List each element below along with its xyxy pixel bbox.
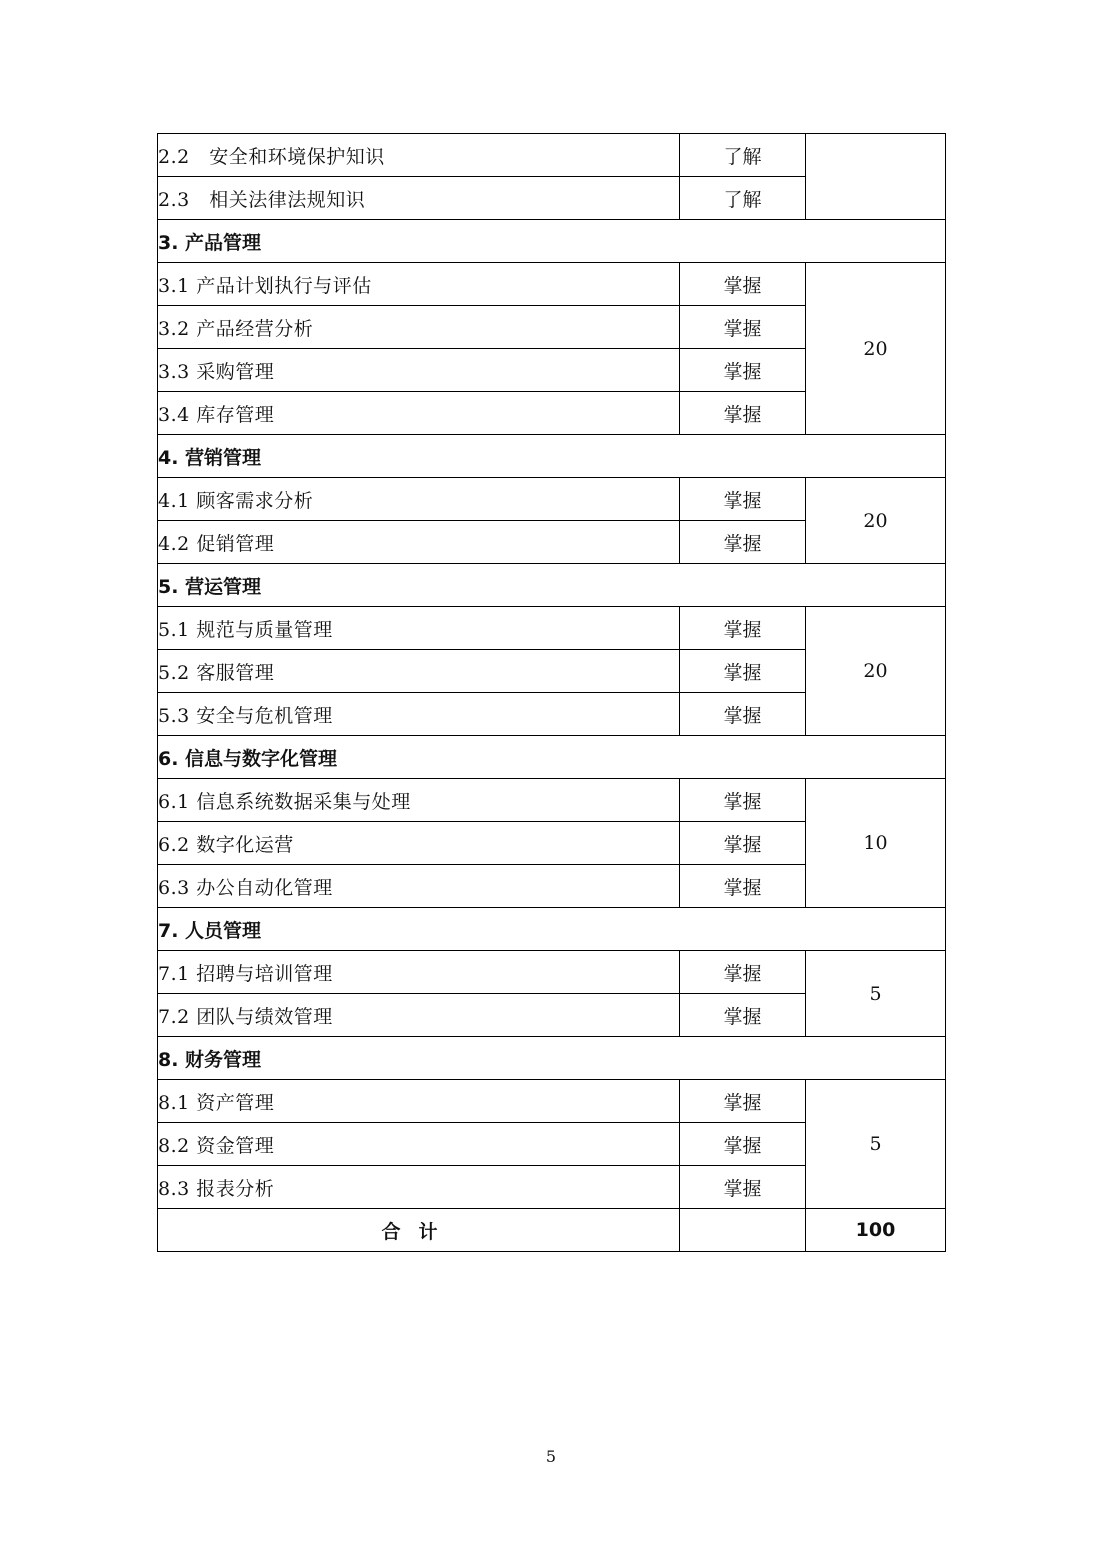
section-row <box>158 908 946 951</box>
total-row <box>158 1209 946 1252</box>
item-cell: 3.4 库存管理 <box>158 392 680 435</box>
section-row <box>158 220 946 263</box>
item-cell: 7.1 招聘与培训管理 <box>158 951 680 994</box>
total-requirement-cell <box>680 1209 806 1252</box>
weight-cell: 20 <box>806 607 946 736</box>
item-cell: 4.2 促销管理 <box>158 521 680 564</box>
requirement-cell: 掌握 <box>680 822 806 865</box>
item-cell: 3.1 产品计划执行与评估 <box>158 263 680 306</box>
requirement-cell: 掌握 <box>680 263 806 306</box>
item-cell: 7.2 团队与绩效管理 <box>158 994 680 1037</box>
section-row <box>158 435 946 478</box>
item-cell: 8.3 报表分析 <box>158 1166 680 1209</box>
requirement-cell: 掌握 <box>680 779 806 822</box>
item-cell: 5.3 安全与危机管理 <box>158 693 680 736</box>
section-heading: 5. 营运管理 <box>158 564 946 607</box>
item-cell: 2.2 安全和环境保护知识 <box>158 134 680 177</box>
section-heading: 4. 营销管理 <box>158 435 946 478</box>
requirement-cell: 掌握 <box>680 392 806 435</box>
item-cell: 6.2 数字化运营 <box>158 822 680 865</box>
item-cell: 3.3 采购管理 <box>158 349 680 392</box>
item-cell: 6.3 办公自动化管理 <box>158 865 680 908</box>
requirement-cell: 掌握 <box>680 1123 806 1166</box>
weight-cell: 5 <box>806 1080 946 1209</box>
weight-cell: 20 <box>806 478 946 564</box>
requirement-cell: 掌握 <box>680 1166 806 1209</box>
item-cell: 6.1 信息系统数据采集与处理 <box>158 779 680 822</box>
item-cell: 2.3 相关法律法规知识 <box>158 177 680 220</box>
item-cell: 8.2 资金管理 <box>158 1123 680 1166</box>
requirement-cell: 掌握 <box>680 994 806 1037</box>
requirement-cell: 掌握 <box>680 693 806 736</box>
table-row <box>158 607 946 650</box>
table-row <box>158 134 946 177</box>
requirement-cell: 了解 <box>680 177 806 220</box>
table-row <box>158 263 946 306</box>
requirement-cell: 掌握 <box>680 521 806 564</box>
table-row <box>158 951 946 994</box>
section-heading: 3. 产品管理 <box>158 220 946 263</box>
requirement-cell: 掌握 <box>680 607 806 650</box>
weight-cell: 5 <box>806 951 946 1037</box>
section-heading: 6. 信息与数字化管理 <box>158 736 946 779</box>
table-row <box>158 478 946 521</box>
weight-cell: 20 <box>806 263 946 435</box>
table-row <box>158 779 946 822</box>
section-row <box>158 564 946 607</box>
requirement-cell: 掌握 <box>680 1080 806 1123</box>
requirement-cell: 掌握 <box>680 865 806 908</box>
total-label: 合计 <box>158 1209 680 1252</box>
page-number: 5 <box>545 1447 557 1466</box>
table-row <box>158 1080 946 1123</box>
requirement-cell: 掌握 <box>680 650 806 693</box>
weight-cell <box>806 134 946 220</box>
section-row <box>158 1037 946 1080</box>
requirement-cell: 掌握 <box>680 478 806 521</box>
item-cell: 3.2 产品经营分析 <box>158 306 680 349</box>
requirement-cell: 了解 <box>680 134 806 177</box>
section-heading: 8. 财务管理 <box>158 1037 946 1080</box>
total-value: 100 <box>806 1209 946 1252</box>
requirement-cell: 掌握 <box>680 951 806 994</box>
weight-cell: 10 <box>806 779 946 908</box>
section-row <box>158 736 946 779</box>
item-cell: 5.2 客服管理 <box>158 650 680 693</box>
item-cell: 4.1 顾客需求分析 <box>158 478 680 521</box>
requirement-cell: 掌握 <box>680 349 806 392</box>
item-cell: 8.1 资产管理 <box>158 1080 680 1123</box>
item-cell: 5.1 规范与质量管理 <box>158 607 680 650</box>
knowledge-weight-table <box>157 133 946 1252</box>
requirement-cell: 掌握 <box>680 306 806 349</box>
section-heading: 7. 人员管理 <box>158 908 946 951</box>
